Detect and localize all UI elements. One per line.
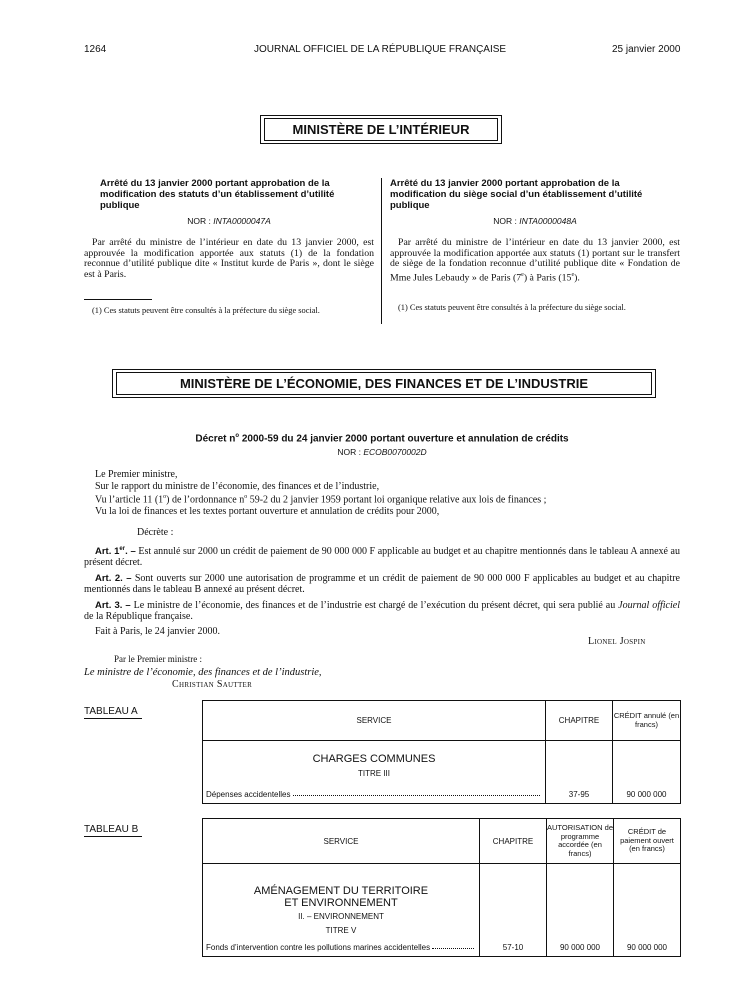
- right-nor: NOR : INTA0000048A: [493, 216, 577, 226]
- table-b-service-cell: [203, 864, 480, 957]
- decree-intro-3: Vu l’article 11 (1$^o$) de l’ordonnance $n^o$ 59-2 du 2 janvier 1959 portant loi organique relative aux lois de finances ;: [95, 494, 547, 506]
- table-a-label: TABLEAU A: [84, 706, 138, 717]
- table-b-header-row: [203, 819, 681, 864]
- right-article: [390, 178, 680, 312]
- table-b-header-chapitre: CHAPITRE: [480, 819, 547, 864]
- right-nor-code: INTA0000048A: [519, 216, 577, 226]
- table-a-header-credit: CRÉDIT annulé (en francs): [613, 701, 681, 741]
- table-a-header-row: [203, 701, 681, 741]
- table-b-header-autorisation: AUTORISATION de programme accordée (en francs): [547, 819, 614, 864]
- ministry-economy-box: [112, 369, 656, 398]
- table-b-credit: 90 000 000: [614, 864, 681, 957]
- decree-body: [84, 469, 680, 637]
- decree-done: Fait à Paris, le 24 janvier 2000.: [95, 625, 220, 637]
- right-article-body: Par arrêté du ministre de l’intérieur en date du 13 janvier 2000, est approuvée la modification apportée aux statuts (1) portant sur le transfert de siège de la fondation reconnue d’utilité publique dite « Fondation de Mme Jules Lebaudy » de Paris (7e) à Paris (15e).: [390, 237, 680, 284]
- left-footnote-rule: [84, 299, 152, 300]
- left-article-title: Arrêté du 13 janvier 2000 portant approbation de la modification des statuts d’un établissement d’utilité publique: [100, 178, 335, 211]
- decree-title: Décret $n^o$ 2000-59 du 24 janvier 2000 portant ouverture et annulation de crédits: [195, 433, 569, 445]
- decree-nor-code: ECOB0070002D: [363, 447, 427, 457]
- minister-name: Christian Sautter: [172, 679, 253, 690]
- table-b-section: AMÉNAGEMENT DU TERRITOIRE ET ENVIRONNEMENT: [253, 885, 429, 909]
- table-b-chapitre: 57-10: [480, 864, 547, 957]
- table-b-autorisation: 90 000 000: [547, 864, 614, 957]
- left-article-body: Par arrêté du ministre de l’intérieur en date du 13 janvier 2000, est approuvée la modification apportée aux statuts (1) de la fondation reconnue d’utilité publique dite « Institut kurde de Paris », dont le siège est à Paris.: [84, 237, 374, 280]
- ministry-interior-box: [260, 115, 502, 144]
- decree-intro-1: Le Premier ministre,: [95, 469, 178, 480]
- table-b-header-credit: CRÉDIT de paiement ouvert (en francs): [614, 819, 681, 864]
- table-a-credit: 90 000 000: [613, 741, 681, 804]
- pm-line: Par le Premier ministre :: [114, 654, 202, 664]
- table-a-service-cell: [203, 741, 546, 804]
- left-footnote: (1) Ces statuts peuvent être consultés à la préfecture du siège social.: [92, 306, 320, 316]
- table-a-titre: TITRE III: [358, 769, 390, 778]
- table-b-label: TABLEAU B: [84, 824, 139, 835]
- decree-intro-2: Sur le rapport du ministre de l’économie, des finances et de l’industrie,: [95, 480, 380, 492]
- article-3: Art. 3. – Le ministre de l’économie, des finances et de l’industrie est chargé de l’exécution du présent décret, qui sera publié au Journal officiel de la République française.: [84, 599, 680, 623]
- ministry-interior-title: MINISTÈRE DE L’INTÉRIEUR: [264, 118, 498, 141]
- decree-decrete: Décrète :: [137, 527, 174, 539]
- decree-nor: NOR : ECOB0070002D: [337, 447, 427, 457]
- column-divider: [381, 178, 382, 324]
- issue-date: 25 janvier 2000: [612, 44, 681, 55]
- decree-intro-4: Vu la loi de finances et les textes portant ouverture et annulation de crédits pour 2000,: [95, 505, 440, 517]
- table-row: [203, 741, 681, 804]
- right-footnote: (1) Ces statuts peuvent être consultés à la préfecture du siège social.: [398, 302, 626, 312]
- left-nor-code: INTA0000047A: [213, 216, 271, 226]
- table-a-label-rule: [84, 718, 142, 719]
- page-number: 1264: [84, 44, 107, 55]
- table-row: [203, 864, 681, 957]
- table-b-titre: TITRE V: [325, 926, 357, 935]
- right-article-title: Arrêté du 13 janvier 2000 portant approbation de la modification du siège social d’un établissement d’utilité publique: [390, 178, 643, 211]
- table-a-header-service: SERVICE: [203, 701, 546, 741]
- ministry-economy-title: MINISTÈRE DE L’ÉCONOMIE, DES FINANCES ET DE L’INDUSTRIE: [116, 372, 652, 395]
- table-a-row-label: Dépenses accidentelles: [206, 790, 542, 799]
- table-b-header-service: SERVICE: [203, 819, 480, 864]
- table-a-section: CHARGES COMMUNES: [312, 753, 436, 765]
- table-b-label-rule: [84, 836, 142, 837]
- journal-title: JOURNAL OFFICIEL DE LA RÉPUBLIQUE FRANÇAISE: [254, 44, 507, 55]
- left-article: [84, 178, 374, 315]
- table-a: [202, 700, 681, 804]
- table-b-row-label: Fonds d’intervention contre les pollutions marines accidentelles: [206, 943, 476, 952]
- table-b: [202, 818, 681, 957]
- table-b-subsection: II. – ENVIRONNEMENT: [298, 912, 384, 921]
- signer-name: Lionel Jospin: [588, 636, 646, 647]
- minister-role: Le ministre de l’économie, des finances et de l’industrie,: [84, 667, 322, 678]
- table-a-header-chapitre: CHAPITRE: [546, 701, 613, 741]
- article-1: Art. 1er. – Est annulé sur 2000 un crédit de paiement de 90 000 000 F applicable au budget et au chapitre mentionnés dans le tableau A annexé au présent décret.: [84, 545, 680, 569]
- left-nor: NOR : INTA0000047A: [187, 216, 271, 226]
- table-a-chapitre: 37-95: [546, 741, 613, 804]
- article-2: Art. 2. – Sont ouverts sur 2000 une autorisation de programme et un crédit de paiement de 90 000 000 F applicables au budget et au chapitre mentionnés dans le tableau B annexé au présent décret.: [84, 572, 680, 596]
